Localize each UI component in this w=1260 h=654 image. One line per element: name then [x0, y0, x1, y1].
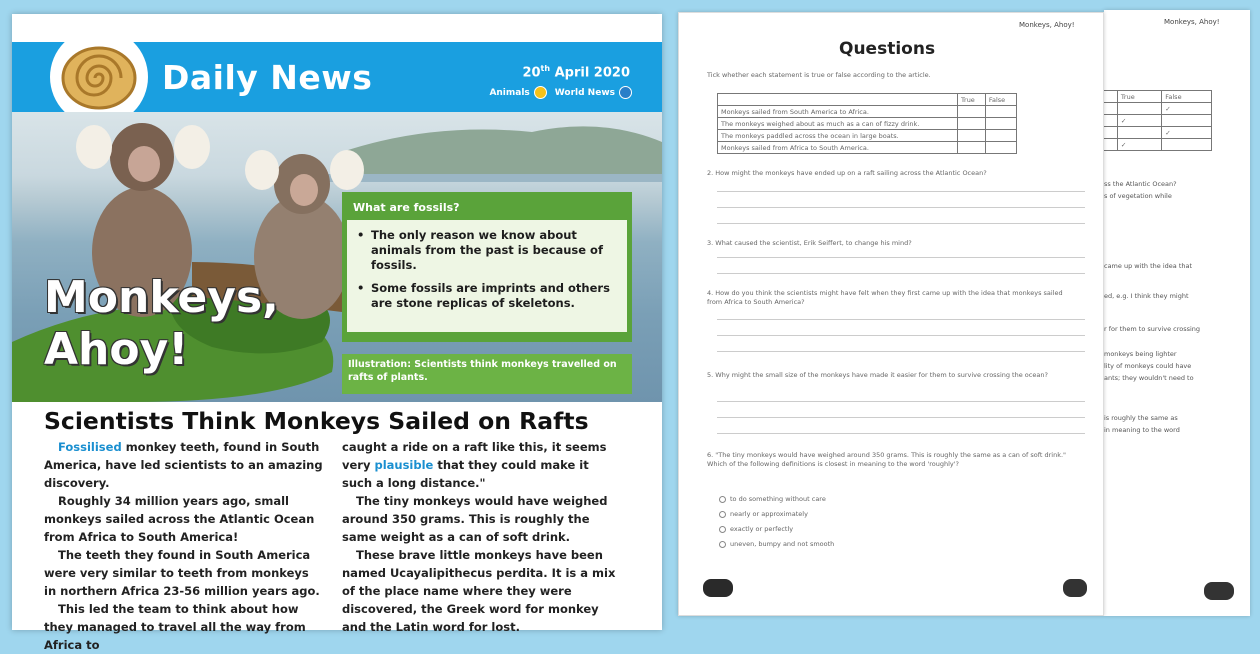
article-column-1 [44, 438, 324, 654]
hero-headline [44, 272, 279, 376]
paragraph [44, 438, 324, 492]
table-header-false: False [985, 94, 1016, 106]
issue-date [522, 64, 630, 80]
answer-snippet: ed, e.g. I think they might [1104, 292, 1189, 300]
date-month-year: April 2020 [550, 65, 630, 81]
questions-sheet [678, 12, 1104, 616]
option-3[interactable] [719, 525, 793, 533]
tick-mark: ✓ [1117, 139, 1161, 151]
hero-headline-line1: Monkeys, [44, 272, 279, 323]
publisher-logo [703, 579, 733, 597]
statement: The monkeys weighed about as much as a can of fizzy drink. [718, 118, 958, 130]
category-world-news: World News [554, 87, 615, 98]
answer-line[interactable] [717, 257, 1085, 258]
statement: The monkeys paddled across the ocean in large boats. [718, 130, 958, 142]
answer-line[interactable] [717, 319, 1085, 320]
paragraph [342, 438, 622, 492]
answer-table-header-true: True [1117, 91, 1161, 103]
answer-snippet: in meaning to the word [1104, 426, 1180, 434]
questions-title: Questions [839, 39, 936, 59]
radio-button[interactable] [719, 526, 726, 533]
fossil-box-heading: What are fossils? [353, 201, 460, 214]
option-label: exactly or perfectly [730, 525, 794, 533]
option-label: nearly or approximately [730, 510, 808, 518]
option-2[interactable] [719, 510, 808, 518]
questions-sheet-header: Monkeys, Ahoy! [1019, 21, 1075, 29]
publisher-logo [1204, 582, 1234, 600]
statement: Monkeys sailed from Africa to South America. [718, 142, 958, 154]
keyword-plausible: plausible [374, 458, 434, 472]
statement: Monkeys sailed from South America to Africa. [718, 106, 958, 118]
hero-headline-line2: Ahoy! [44, 324, 189, 375]
globe-icon [619, 86, 632, 99]
paragraph: The teeth they found in South America were very similar to teeth from monkeys in northern Africa 23-56 million years ago. [44, 548, 320, 598]
question-3: 3. What caused the scientist, Erik Seiffert, to change his mind? [707, 239, 912, 247]
tick-mark: ✓ [1162, 127, 1212, 139]
answer-table [1102, 90, 1212, 151]
keyword-fossilised: Fossilised [58, 440, 122, 454]
publisher-badge-icon [1063, 579, 1087, 597]
option-4[interactable] [719, 540, 834, 548]
true-checkbox[interactable] [958, 142, 986, 154]
fossil-fact-box [342, 192, 632, 342]
answer-line[interactable] [717, 351, 1085, 352]
date-suffix: th [540, 64, 551, 73]
answer-sheet [1104, 10, 1250, 616]
tick-mark: ✓ [1117, 115, 1161, 127]
option-label: uneven, bumpy and not smooth [730, 540, 835, 548]
article-title: Scientists Think Monkeys Sailed on Rafts [44, 407, 589, 435]
answer-line[interactable] [717, 417, 1085, 418]
answer-line[interactable] [717, 191, 1085, 192]
answer-snippet: is roughly the same as [1104, 414, 1178, 422]
fossil-bullet: • The only reason we know about animals from the past is because of fossils. [357, 228, 617, 273]
answer-snippet: lity of monkeys could have [1104, 362, 1192, 370]
false-checkbox[interactable] [985, 118, 1016, 130]
article-column-2 [342, 438, 622, 636]
answer-table-header-false: False [1162, 91, 1212, 103]
tick-mark: ✓ [1162, 103, 1212, 115]
table-header-true: True [958, 94, 986, 106]
question-4: 4. How do you think the scientists might have felt when they first came up with the idea that monkeys sailed from Africa to South America? [707, 289, 1063, 306]
paragraph-text: caught a ride on a raft like this, it seems very [342, 440, 607, 472]
answer-snippet: s of vegetation while [1104, 192, 1172, 200]
radio-button[interactable] [719, 496, 726, 503]
illustration-caption: Illustration: Scientists think monkeys travelled on rafts of plants. [342, 354, 632, 394]
answer-snippet: came up with the idea that [1104, 262, 1193, 270]
answer-line[interactable] [717, 401, 1085, 402]
false-checkbox[interactable] [985, 142, 1016, 154]
paragraph: This led the team to think about how they managed to travel all the way from Africa to [44, 602, 306, 652]
option-1[interactable] [719, 495, 826, 503]
paragraph-text: monkey teeth, found in South America, have led scientists to an amazing discovery. [44, 440, 323, 490]
answer-line[interactable] [717, 273, 1085, 274]
paragraph-text: that they could make it such a long distance." [342, 458, 589, 490]
fossil-bullet: • Some fossils are imprints and others are stone replicas of skeletons. [357, 281, 617, 311]
false-checkbox[interactable] [985, 130, 1016, 142]
option-label: to do something without care [730, 495, 826, 503]
answer-line[interactable] [717, 223, 1085, 224]
answer-snippet: monkeys being lighter [1104, 350, 1177, 358]
true-checkbox[interactable] [958, 130, 986, 142]
answer-snippet: r for them to survive crossing [1104, 325, 1201, 333]
paragraph: Roughly 34 million years ago, small monkeys sailed across the Atlantic Ocean from Africa to South America! [44, 494, 315, 544]
radio-button[interactable] [719, 541, 726, 548]
answer-line[interactable] [717, 207, 1085, 208]
answer-snippet: ss the Atlantic Ocean? [1104, 180, 1177, 188]
true-checkbox[interactable] [958, 118, 986, 130]
true-false-table [717, 93, 1017, 154]
paragraph: The tiny monkeys would have weighed around 350 grams. This is roughly the same weight as a can of soft drink. [342, 494, 608, 544]
question-5: 5. Why might the small size of the monkeys have made it easier for them to survive crossing the ocean? [707, 371, 1048, 379]
newspaper-page [12, 14, 662, 652]
masthead-title: Daily News [162, 58, 373, 97]
paw-icon [534, 86, 547, 99]
question-2: 2. How might the monkeys have ended up on a raft sailing across the Atlantic Ocean? [707, 169, 987, 177]
answer-snippet: ants; they wouldn't need to [1104, 374, 1194, 382]
answer-line[interactable] [717, 433, 1085, 434]
false-checkbox[interactable] [985, 106, 1016, 118]
true-checkbox[interactable] [958, 106, 986, 118]
category-animals: Animals [489, 87, 530, 98]
answer-line[interactable] [717, 335, 1085, 336]
date-day: 20 [522, 65, 541, 81]
answer-sheet-header: Monkeys, Ahoy! [1164, 18, 1220, 26]
radio-button[interactable] [719, 511, 726, 518]
paragraph: These brave little monkeys have been named Ucayalipithecus perdita. It is a mix of the place name where they were discovered, the Greek word for monkey and the Latin word for lost. [342, 548, 616, 634]
fossil-box-body [347, 220, 627, 332]
question-1: Tick whether each statement is true or false according to the article. [707, 71, 931, 79]
category-tags [489, 86, 632, 99]
question-6: 6. "The tiny monkeys would have weighed around 350 grams. This is roughly the same as a can of soft drink." Which of the following definitions is closest in meaning to the word 'roughly'? [707, 451, 1067, 468]
